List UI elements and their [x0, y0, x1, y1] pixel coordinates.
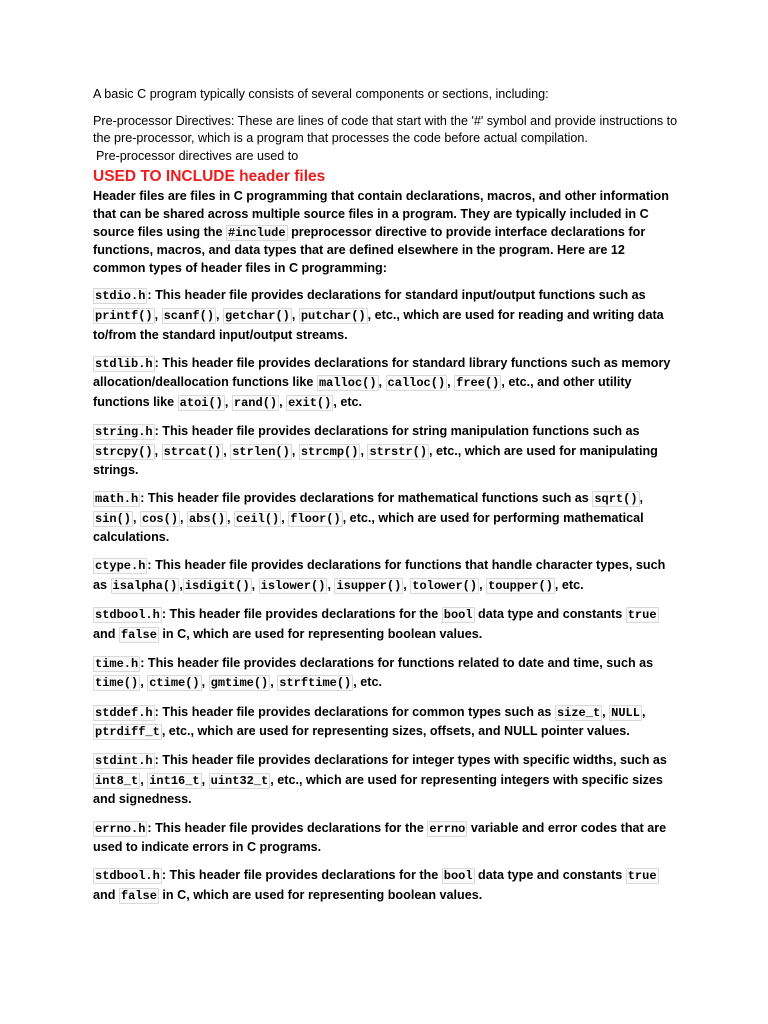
code-token: false	[120, 627, 157, 642]
code-token: ptrdiff_t	[95, 725, 160, 740]
entry-text: : This header file provides declarations for the	[161, 868, 442, 883]
entry-text: : This header file provides declarations for standard library functions such as memory allocation/deallocation functions like	[93, 355, 671, 390]
code-token: isalpha()	[112, 579, 178, 594]
header-name-code: stdbool.h	[95, 608, 160, 623]
entry-text: ,	[360, 443, 368, 458]
entry-text: ,	[479, 578, 487, 593]
code-token: putchar()	[300, 308, 366, 323]
entry-text: , etc., which are used for manipulating strings.	[93, 443, 658, 478]
entry-text: : This header file provides declarations for mathematical functions such as	[140, 491, 593, 506]
entry-text: ,	[201, 772, 209, 787]
code-token: strcat()	[163, 444, 222, 459]
header-entry	[93, 354, 680, 413]
entry-text: ,	[641, 704, 646, 719]
entry-text: in C, which are used for representing boolean values.	[158, 887, 483, 902]
entry-text: , etc., which are used for representing integers with specific sizes and signedness.	[93, 772, 663, 807]
code-token: bool	[443, 869, 473, 884]
code-token: atoi()	[179, 395, 223, 410]
entry-text: : This header file provides declarations for the	[147, 820, 428, 835]
header-entry	[93, 556, 680, 595]
code-token: int16_t	[149, 773, 200, 788]
header-name-code: ctype.h	[95, 559, 146, 574]
entry-text: ,	[223, 443, 231, 458]
header-name-code: stdbool.h	[95, 869, 160, 884]
entry-text: ,	[201, 675, 209, 690]
entry-text: ,	[224, 394, 232, 409]
entry-text: : This header file provides declarations for standard input/output functions such as	[147, 288, 646, 303]
header-entry	[93, 866, 680, 905]
header-para-before: Header files are files in C programming that contain declarations, macros, and other information that can be shared across multiple source files in a program. They are typically included in C source files using the	[93, 189, 669, 239]
code-token: isupper()	[336, 579, 402, 594]
preprocessor-paragraph: Pre-processor Directives: These are lines of code that start with the '#' symbol and provide instructions to the pre-processor, which is a program that processes the code before actual compilation.	[93, 113, 678, 146]
code-token: getchar()	[225, 308, 290, 323]
code-token: isdigit()	[184, 579, 250, 594]
code-token: free()	[456, 376, 500, 391]
code-token: exit()	[288, 395, 332, 410]
entry-text: ,	[179, 578, 183, 593]
code-token: true	[627, 608, 657, 623]
entry-text: ,	[216, 307, 224, 322]
header-name-code: stdlib.h	[95, 356, 153, 371]
header-entry	[93, 751, 680, 809]
entry-text: : This header file provides declarations for functions related to date and time, such as	[140, 655, 654, 670]
code-token: sqrt()	[594, 492, 638, 507]
intro-paragraph: A basic C program typically consists of several components or sections, including:	[93, 87, 549, 101]
entry-text: ,	[327, 578, 335, 593]
entry-text: , etc.	[353, 675, 382, 690]
header-files-paragraph	[93, 188, 680, 277]
header-para-after: preprocessor directive to provide interface declarations for functions, macros, and data types that are defined elsewhere in the program. Here are 12 common types of header files in C programming:	[93, 224, 646, 275]
entry-text: ,	[180, 510, 188, 525]
header-entry	[93, 819, 680, 857]
header-entry	[93, 286, 680, 344]
entry-text: ,	[133, 510, 141, 525]
header-name-code: stddef.h	[95, 705, 153, 720]
header-name-code: time.h	[95, 656, 139, 671]
code-token: scanf()	[163, 308, 215, 323]
entry-text: in C, which are used for representing boolean values.	[158, 626, 483, 641]
entry-text: : This header file provides declarations for common types such as	[154, 704, 555, 719]
code-token: strftime()	[279, 676, 352, 691]
entry-text: data type and constants	[474, 868, 626, 883]
entry-text: and	[93, 626, 119, 641]
header-file-list	[93, 286, 680, 905]
header-entry	[93, 654, 680, 693]
code-token: floor()	[290, 511, 341, 526]
include-code: #include	[227, 225, 286, 240]
code-token: toupper()	[488, 579, 553, 594]
entry-text: , etc.	[333, 394, 363, 409]
entry-text: ,	[140, 772, 148, 787]
code-token: abs()	[189, 511, 226, 526]
code-token: strlen()	[232, 444, 290, 459]
code-token: time()	[95, 676, 139, 691]
code-token: ctime()	[149, 676, 200, 691]
code-token: gmtime()	[210, 676, 269, 691]
entry-text: , etc., which are used for reading and writing data to/from the standard input/output streams.	[93, 307, 664, 342]
entry-text: ,	[447, 375, 455, 390]
entry-text: ,	[291, 307, 299, 322]
code-token: strstr()	[369, 444, 428, 459]
entry-text: ,	[251, 578, 259, 593]
code-token: printf()	[95, 308, 153, 323]
code-token: false	[120, 888, 157, 903]
entry-text: ,	[227, 510, 235, 525]
header-entry	[93, 422, 680, 480]
entry-text: ,	[602, 704, 610, 719]
header-name-code: stdio.h	[95, 289, 146, 304]
code-token: bool	[443, 608, 473, 623]
entry-text: : This header file provides declarations for the	[161, 607, 442, 622]
section-heading: USED TO INCLUDE header files	[93, 168, 326, 186]
code-token: strcmp()	[300, 444, 359, 459]
header-entry	[93, 489, 680, 547]
code-token: errno	[429, 821, 466, 836]
entry-text: , etc.	[554, 578, 584, 593]
entry-text: : This header file provides declarations for functions that handle character types, such as	[93, 558, 666, 593]
header-name-code: stdint.h	[95, 754, 153, 769]
entry-text: ,	[140, 675, 148, 690]
entry-text: : This header file provides declarations for integer types with specific widths, such as	[154, 753, 667, 768]
entry-text: and	[93, 887, 119, 902]
header-name-code: errno.h	[95, 821, 146, 836]
entry-text: ,	[291, 443, 299, 458]
header-name-code: string.h	[95, 424, 153, 439]
entry-text: ,	[403, 578, 411, 593]
entry-text: ,	[270, 675, 278, 690]
header-name-code: math.h	[95, 492, 139, 507]
entry-text: ,	[378, 375, 386, 390]
entry-text: data type and constants	[474, 607, 626, 622]
code-token: uint32_t	[210, 773, 269, 788]
entry-text: ,	[154, 307, 162, 322]
code-token: ceil()	[236, 511, 280, 526]
entry-text: , etc., which are used for representing sizes, offsets, and NULL pointer values.	[161, 724, 630, 739]
header-entry	[93, 703, 680, 742]
code-token: malloc()	[318, 376, 377, 391]
code-token: sin()	[95, 511, 132, 526]
code-token: true	[627, 869, 657, 884]
code-token: size_t	[556, 705, 601, 720]
code-token: tolower()	[412, 579, 478, 594]
code-token: int8_t	[95, 773, 139, 788]
preprocessor-line: Pre-processor directives are used to	[96, 148, 299, 163]
code-token: islower()	[260, 579, 326, 594]
entry-text: ,	[279, 394, 287, 409]
entry-text: , etc., and other utility functions like	[93, 375, 632, 409]
entry-text: : This header file provides declarations for string manipulation functions such as	[154, 423, 640, 438]
entry-text: variable and error codes that are used to indicate errors in C programs.	[93, 820, 667, 855]
code-token: NULL	[611, 705, 640, 720]
code-token: cos()	[142, 511, 179, 526]
entry-text: ,	[639, 491, 644, 506]
code-token: calloc()	[387, 376, 446, 391]
entry-text: ,	[281, 510, 289, 525]
entry-text: , etc., which are used for performing mathematical calculations.	[93, 510, 644, 545]
entry-text: ,	[154, 443, 162, 458]
header-entry	[93, 605, 680, 644]
code-token: rand()	[233, 395, 278, 410]
code-token: strcpy()	[95, 444, 153, 459]
